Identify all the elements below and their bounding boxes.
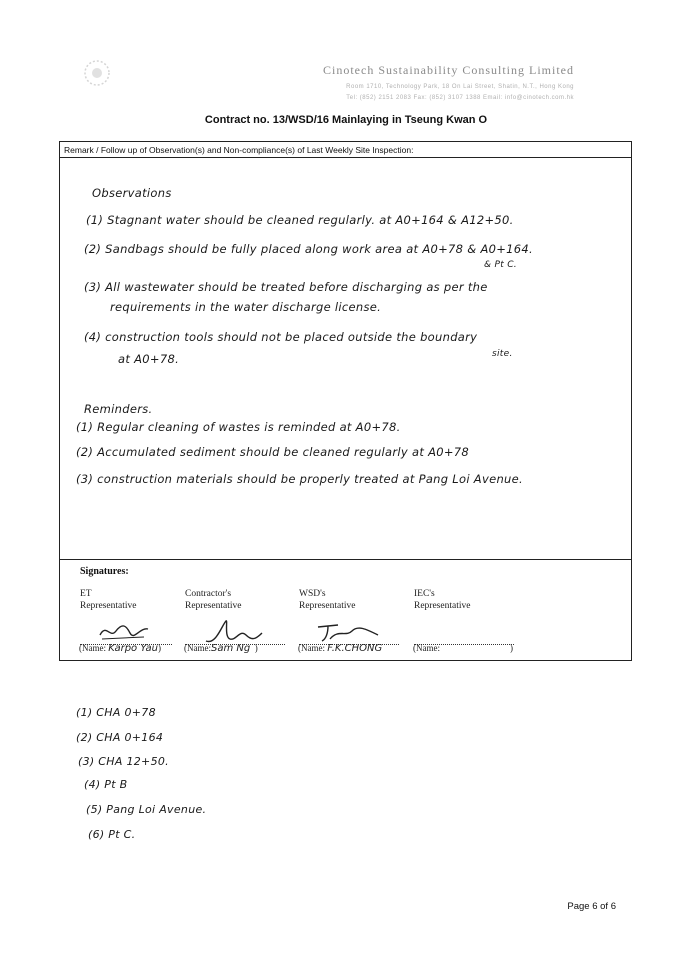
observation-item: & Pt C. <box>484 260 517 270</box>
company-contact: Tel: (852) 2151 2083 Fax: (852) 3107 1388 Email: info@cinotech.com.hk <box>346 95 574 101</box>
observations-heading: Observations <box>92 186 172 200</box>
reminder-item: (3) construction materials should be properly treated at Pang Loi Avenue. <box>76 472 523 486</box>
observation-item: (3) All wastewater should be treated before discharging as per the <box>84 280 488 294</box>
observation-item: (4) construction tools should not be placed outside the boundary <box>84 330 478 344</box>
location-note: (3) CHA 12+50. <box>78 755 169 768</box>
contractor-representative-label: Contractor's Representative <box>185 589 242 611</box>
company-logo-icon <box>82 58 112 88</box>
page-number: Page 6 of 6 <box>567 901 616 912</box>
et-representative-label: ET Representative <box>80 589 137 611</box>
observation-item: (2) Sandbags should be fully placed along work area at A0+78 & A0+164. <box>84 242 533 256</box>
signature-divider <box>60 559 631 560</box>
company-name: Cinotech Sustainability Consulting Limited <box>323 63 574 77</box>
contract-title: Contract no. 13/WSD/16 Mainlaying in Tseung Kwan O <box>204 114 488 126</box>
iec-representative-label: IEC's Representative <box>414 589 471 611</box>
reminder-item: (1) Regular cleaning of wastes is reminded at A0+78. <box>76 420 401 434</box>
iec-representative-name: (Name: ) <box>413 643 513 653</box>
wsd-representative-label: WSD's Representative <box>299 589 356 611</box>
reminder-item: (2) Accumulated sediment should be cleaned regularly at A0+78 <box>76 445 470 459</box>
observation-item: requirements in the water discharge license. <box>110 300 382 314</box>
location-note: (4) Pt B <box>84 778 128 791</box>
observation-item: (1) Stagnant water should be cleaned regularly. at A0+164 & A12+50. <box>86 213 514 227</box>
observation-item: at A0+78. <box>118 352 180 366</box>
remark-label: Remark / Follow up of Observation(s) and Non-compliance(s) of Last Weekly Site Inspection: <box>60 142 631 158</box>
signatures-title: Signatures: <box>80 566 129 577</box>
reminders-heading: Reminders. <box>84 402 153 416</box>
location-note: (2) CHA 0+164 <box>76 731 164 744</box>
contractor-representative-name: (Name:Sam Ng ) <box>184 643 258 654</box>
location-note: (1) CHA 0+78 <box>76 706 156 719</box>
et-representative-name: (Name: Karpo Yau) <box>79 643 161 654</box>
observation-item: site. <box>492 349 513 359</box>
wsd-representative-name: (Name: F.K.CHONG <box>298 643 383 654</box>
location-note: (5) Pang Loi Avenue. <box>86 803 207 816</box>
company-address: Room 1710, Technology Park, 18 On Lai Street, Shatin, N.T., Hong Kong <box>346 84 574 90</box>
location-note: (6) Pt C. <box>88 828 136 841</box>
